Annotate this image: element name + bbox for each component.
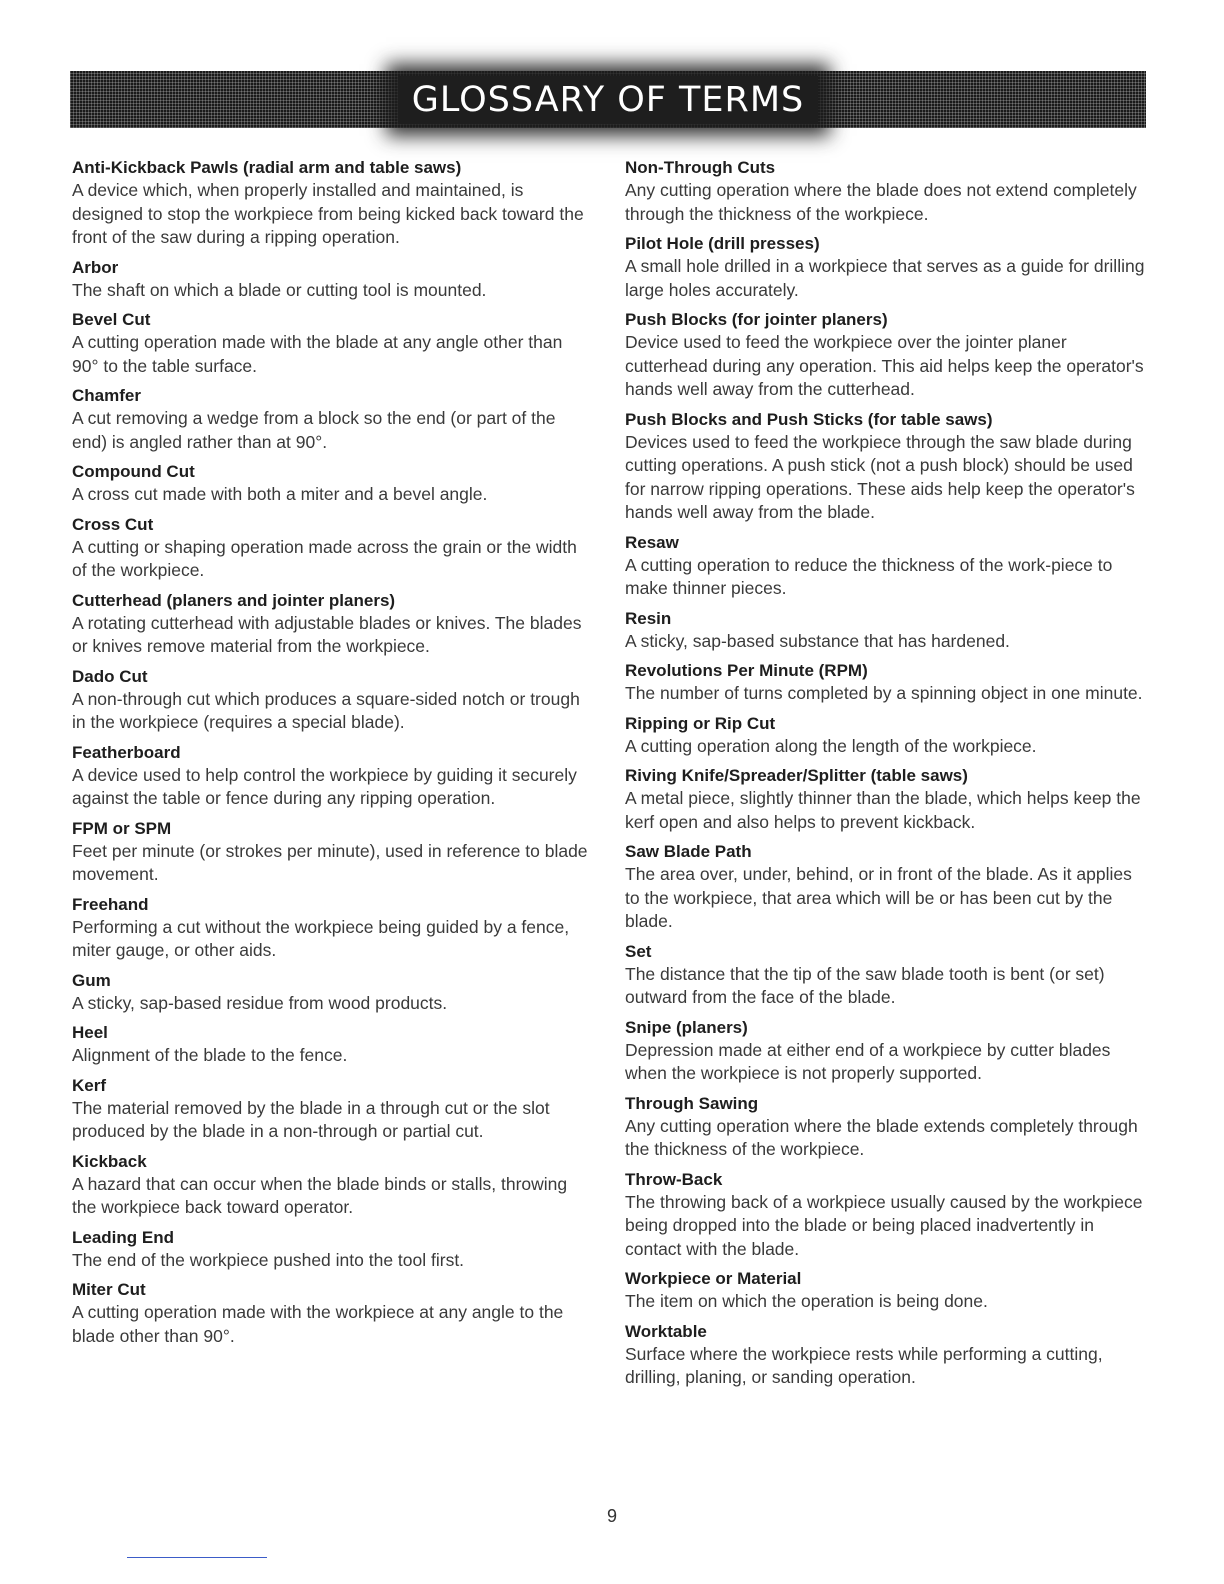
glossary-definition: Devices used to feed the workpiece through the saw blade during cutting operations. A push stick (not a push block) should be used for narrow ripping operations. These aids help keep the operator's hands well away from the blade. [625,431,1135,522]
glossary-definition: A rotating cutterhead with adjustable blades or knives. The blades or knives remove material from the workpiece. [72,612,582,656]
glossary-term: Set [625,941,652,961]
glossary-definition: A non-through cut which produces a square-sided notch or trough in the workpiece (requires a special blade). [72,688,580,732]
glossary-entry [625,308,1150,402]
glossary-term: Saw Blade Path [625,842,752,861]
glossary-term: Pilot Hole (drill presses) [625,234,820,253]
glossary-definition: A small hole drilled in a workpiece that serves as a guide for drilling large holes accurately. [625,256,1145,300]
glossary-definition: A cutting operation along the length of the workpiece. [625,735,1037,756]
glossary-definition: The number of turns completed by a spinning object in one minute. [625,683,1143,703]
glossary-definition: A cutting or shaping operation made across the grain or the width of the workpiece. [72,536,577,580]
glossary-definition: Feet per minute (or strokes per minute), used in reference to blade movement. [72,840,588,884]
glossary-definition: The throwing back of a workpiece usually caused by the workpiece being dropped into the blade or being placed inadvertently in contact with the blade. [625,1191,1143,1259]
glossary-definition: The shaft on which a blade or cutting tool is mounted. [72,279,487,300]
glossary-entry [72,589,592,659]
glossary-column-left [72,156,592,1348]
glossary-column-right [625,156,1150,1390]
glossary-definition: Performing a cut without the workpiece being guided by a fence, miter gauge, or other aids. [72,916,570,960]
glossary-term: Riving Knife/Spreader/Splitter (table saws) [625,766,968,785]
glossary-entry [625,531,1150,601]
glossary-term: Leading End [72,1227,174,1247]
glossary-entry [72,969,592,1016]
glossary-entry [72,1278,592,1348]
glossary-term: Compound Cut [72,462,195,481]
glossary-entry [625,764,1150,834]
glossary-term: Bevel Cut [72,310,151,329]
glossary-entry [72,1150,592,1220]
glossary-definition: Surface where the workpiece rests while performing a cutting, drilling, planing, or sanding operation. [625,1343,1103,1387]
glossary-definition: A metal piece, slightly thinner than the blade, which helps keep the kerf open and also helps to prevent kickback. [625,788,1141,832]
glossary-entry [625,607,1150,654]
glossary-term: Non-Through Cuts [625,158,776,177]
glossary-term: Resaw [625,532,679,552]
glossary-entry [72,817,592,887]
glossary-definition: A cutting operation made with the blade at any angle other than 90° to the table surface. [72,332,563,376]
glossary-term: Freehand [72,894,149,914]
glossary-definition: A sticky, sap-based substance that has hardened. [625,630,1010,651]
glossary-term: Workpiece or Material [625,1269,802,1288]
glossary-entry [625,712,1150,759]
glossary-definition: Any cutting operation where the blade does not extend completely through the thickness of the workpiece. [625,180,1137,224]
page-number: 9 [606,1506,617,1526]
glossary-term: Chamfer [72,386,141,405]
glossary-entry [625,840,1150,934]
glossary-entry [625,1092,1150,1162]
glossary-term: Featherboard [72,742,181,762]
glossary-entry [625,156,1150,226]
glossary-definition: A cut removing a wedge from a block so the end (or part of the end) is angled rather than at 90°. [72,408,556,452]
glossary-entry [625,659,1150,706]
glossary-term: Cutterhead (planers and jointer planers) [72,590,396,610]
glossary-entry [72,665,592,735]
glossary-term: Miter Cut [72,1280,146,1299]
glossary-entry [625,1016,1150,1086]
glossary-definition: A cross cut made with both a miter and a bevel angle. [72,484,488,504]
glossary-entry [72,256,592,303]
page-title: GLOSSARY OF TERMS [398,76,819,124]
glossary-definition: A hazard that can occur when the blade binds or stalls, throwing the workpiece back toward operator. [72,1173,568,1217]
glossary-entry [625,940,1150,1010]
glossary-definition: A sticky, sap-based residue from wood products. [72,992,448,1013]
glossary-term: Kickback [72,1151,147,1171]
glossary-entry [72,513,592,583]
glossary-definition: Any cutting operation where the blade extends completely through the thickness of the workpiece. [625,1115,1138,1159]
glossary-definition: A cutting operation made with the workpiece at any angle to the blade other than 90°. [72,1302,564,1346]
glossary-term: Push Blocks (for jointer planers) [625,310,888,329]
glossary-definition: The end of the workpiece pushed into the tool first. [72,1249,465,1270]
glossary-entry [72,1021,592,1068]
glossary-entry [72,1226,592,1273]
glossary-entry [72,156,592,250]
glossary-entry [625,1320,1150,1390]
glossary-definition: A device which, when properly installed and maintained, is designed to stop the workpiece from being kicked back toward the front of the saw during a ripping operation. [72,180,584,247]
glossary-term: Worktable [625,1321,707,1341]
glossary-banner [70,71,1146,128]
glossary-term: Arbor [72,257,119,277]
glossary-term: Heel [72,1023,108,1042]
glossary-entry [72,308,592,378]
glossary-term: Resin [625,608,672,628]
glossary-term: Kerf [72,1075,107,1095]
glossary-entry [72,1074,592,1144]
glossary-entry [72,893,592,963]
glossary-term: Push Blocks and Push Sticks (for table saws) [625,409,993,429]
glossary-definition: The item on which the operation is being done. [625,1291,988,1311]
glossary-definition: The distance that the tip of the saw blade tooth is bent (or set) outward from the face of the blade. [625,963,1105,1007]
glossary-term: Cross Cut [72,514,154,534]
glossary-definition: Alignment of the blade to the fence. [72,1045,348,1065]
glossary-term: FPM or SPM [72,818,172,838]
glossary-definition: A cutting operation to reduce the thickness of the work-piece to make thinner pieces. [625,554,1113,598]
glossary-definition: Depression made at either end of a workpiece by cutter blades when the workpiece is not properly supported. [625,1039,1111,1083]
glossary-definition: Device used to feed the workpiece over the jointer planer cutterhead during any operation. This aid helps keep the operator's hands well away from the cutterhead. [625,332,1144,399]
glossary-entry [625,1267,1150,1314]
glossary-term: Snipe (planers) [625,1017,748,1037]
glossary-entry [72,384,592,454]
glossary-term: Anti-Kickback Pawls (radial arm and table saws) [72,158,462,177]
glossary-entry [72,741,592,811]
glossary-term: Revolutions Per Minute (RPM) [625,661,868,680]
glossary-definition: The material removed by the blade in a through cut or the slot produced by the blade in a non-through or partial cut. [72,1097,550,1141]
glossary-term: Gum [72,970,111,990]
glossary-term: Throw-Back [625,1169,723,1189]
glossary-entry [72,460,592,507]
glossary-entry [625,232,1150,302]
glossary-definition: The area over, under, behind, or in front of the blade. As it applies to the workpiece, that area which will be or has been cut by the blade. [625,864,1132,931]
glossary-term: Dado Cut [72,666,148,686]
glossary-definition: A device used to help control the workpiece by guiding it securely against the table or fence during any ripping operation. [72,764,577,808]
glossary-term: Ripping or Rip Cut [625,713,776,733]
glossary-entry [625,408,1150,525]
glossary-entry [625,1168,1150,1262]
glossary-term: Through Sawing [625,1093,759,1113]
footer-rule [127,1557,267,1558]
